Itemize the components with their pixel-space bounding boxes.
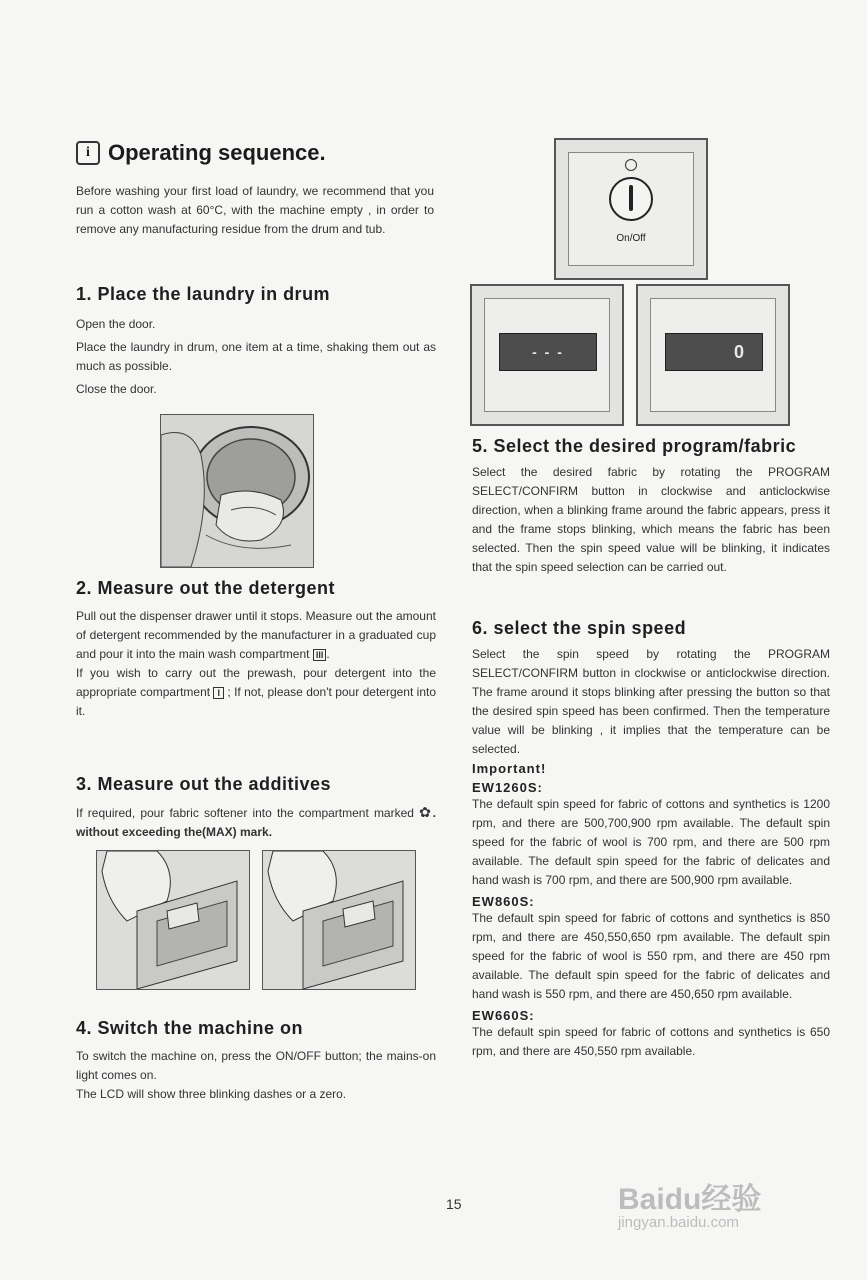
section-2-text: ; If not, please don't pour detergent into it.	[76, 685, 437, 718]
section-2-text: Pull out the dispenser drawer until it stops. Measure out the amount of detergent recommended by the manufacturer in a graduated cup and pour it into the main wash compartment	[76, 609, 436, 661]
section-1-line: Close the door.	[76, 382, 157, 396]
section-1-line: Place the laundry in drum, one item at a time, shaking them out as much as possible.	[76, 340, 436, 373]
section-5-title: 5. Select the desired program/fabric	[472, 436, 797, 456]
section-2	[76, 578, 436, 721]
section-1-line: Open the door.	[76, 317, 156, 331]
model-name: EW860S:	[472, 894, 535, 909]
lcd-dashes-text: - - -	[532, 344, 564, 360]
dispenser-illustration-1	[96, 850, 250, 990]
model-text: The default spin speed for fabric of cottons and synthetics is 850 rpm, and there are 450,550,650 rpm available. The default spin speed for the fabric of wool is 550 rpm, and there are 450 rpm available. The default spin speed for the fabric of delicates and hand wash is 550 rpm, and there are 450,650 rpm available.	[472, 911, 830, 1001]
baidu-watermark-logo: Baidu经验	[618, 1183, 762, 1216]
section-1	[76, 284, 436, 399]
dispenser-drawing-1	[97, 851, 249, 989]
info-icon: i	[76, 141, 100, 165]
page-title	[76, 140, 326, 166]
section-4	[76, 1018, 436, 1104]
section-5-text: Select the desired fabric by rotating the PROGRAM SELECT/CONFIRM button in clockwise and anticlockwise direction, when a blinking frame around the fabric appears, press it and the frame stops blinking, which means the fabric has been selected. Then the spin speed value will be blinking, it indicates that the spin speed selection can be carried out.	[472, 465, 830, 574]
baidu-watermark-url: jingyan.baidu.com	[618, 1214, 739, 1231]
section-3-text: If required, pour fabric softener into the compartment marked	[76, 806, 414, 820]
lcd-zero-text: 0	[733, 342, 744, 362]
on-off-panel-inner	[568, 152, 694, 266]
dispenser-drawing-2	[263, 851, 415, 989]
section-6-text: Select the spin speed by rotating the PROGRAM SELECT/CONFIRM button in clockwise or anticlockwise direction. The frame around it stops blinking after pressing the button so that the desired spin speed has been confirmed. Then the temperature value will be blinking , it implies that the temperature can be selected.	[472, 647, 830, 756]
section-6	[472, 618, 830, 1061]
page-title-text: Operating sequence.	[108, 140, 326, 165]
drum-drawing	[161, 415, 313, 567]
section-3-bold-text: . without exceeding the(MAX) mark.	[76, 806, 436, 839]
on-off-label: On/Off	[616, 233, 646, 244]
mains-on-light-icon	[625, 159, 637, 171]
section-3-paragraph	[76, 803, 436, 842]
lcd-display-dashes	[499, 333, 597, 371]
section-2-paragraph	[76, 607, 436, 664]
model-text: The default spin speed for fabric of cottons and synthetics is 1200 rpm, and there are 500,700,900 rpm available. The default spin speed for the fabric of wool is 700 rpm, and there are 500 rpm available. The default spin speed for the fabric of delicates and hand wash is 700 rpm, and there are 500,900 rpm available.	[472, 797, 830, 887]
page-number: 15	[446, 1196, 462, 1212]
section-1-title: 1. Place the laundry in drum	[76, 284, 331, 304]
intro-text: Before washing your first load of laundry, we recommend that you run a cotton wash at 60°C, with the machine empty , in order to remove any manufacturing residue from the drum and tub.	[76, 184, 434, 236]
fabric-softener-icon: ✿	[419, 804, 433, 820]
on-off-panel	[554, 138, 708, 280]
model-name: EW1260S:	[472, 780, 543, 795]
section-2-text-end: .	[326, 647, 330, 661]
model-text: The default spin speed for fabric of cottons and synthetics is 650 rpm, and there are 450,550 rpm available.	[472, 1025, 830, 1058]
section-2-text: If you wish to carry out the prewash, pour detergent into the appropriate compartment	[76, 666, 436, 699]
section-4-title: 4. Switch the machine on	[76, 1018, 304, 1038]
dispenser-illustration-2	[262, 850, 416, 990]
section-2-title: 2. Measure out the detergent	[76, 578, 336, 598]
prewash-compartment-icon: I	[213, 687, 224, 699]
section-6-title: 6. select the spin speed	[472, 618, 687, 638]
lcd-panel-dashes	[470, 284, 624, 426]
section-4-line: To switch the machine on, press the ON/OFF button; the mains-on light comes on.	[76, 1049, 436, 1082]
lcd-panel-zero	[636, 284, 790, 426]
model-name: EW660S:	[472, 1008, 535, 1023]
section-5	[472, 436, 830, 577]
intro-paragraph	[76, 182, 434, 239]
main-wash-compartment-icon: III	[313, 649, 327, 661]
section-4-line: The LCD will show three blinking dashes or a zero.	[76, 1087, 347, 1101]
power-button-icon[interactable]	[609, 177, 653, 221]
lcd-panel-zero-inner	[650, 298, 776, 412]
section-2-paragraph	[76, 664, 436, 721]
lcd-display-zero	[665, 333, 763, 371]
laundry-drum-illustration	[160, 414, 314, 568]
important-heading: Important!	[472, 761, 547, 776]
lcd-panel-dashes-inner	[484, 298, 610, 412]
section-3	[76, 774, 436, 842]
section-3-title: 3. Measure out the additives	[76, 774, 332, 794]
